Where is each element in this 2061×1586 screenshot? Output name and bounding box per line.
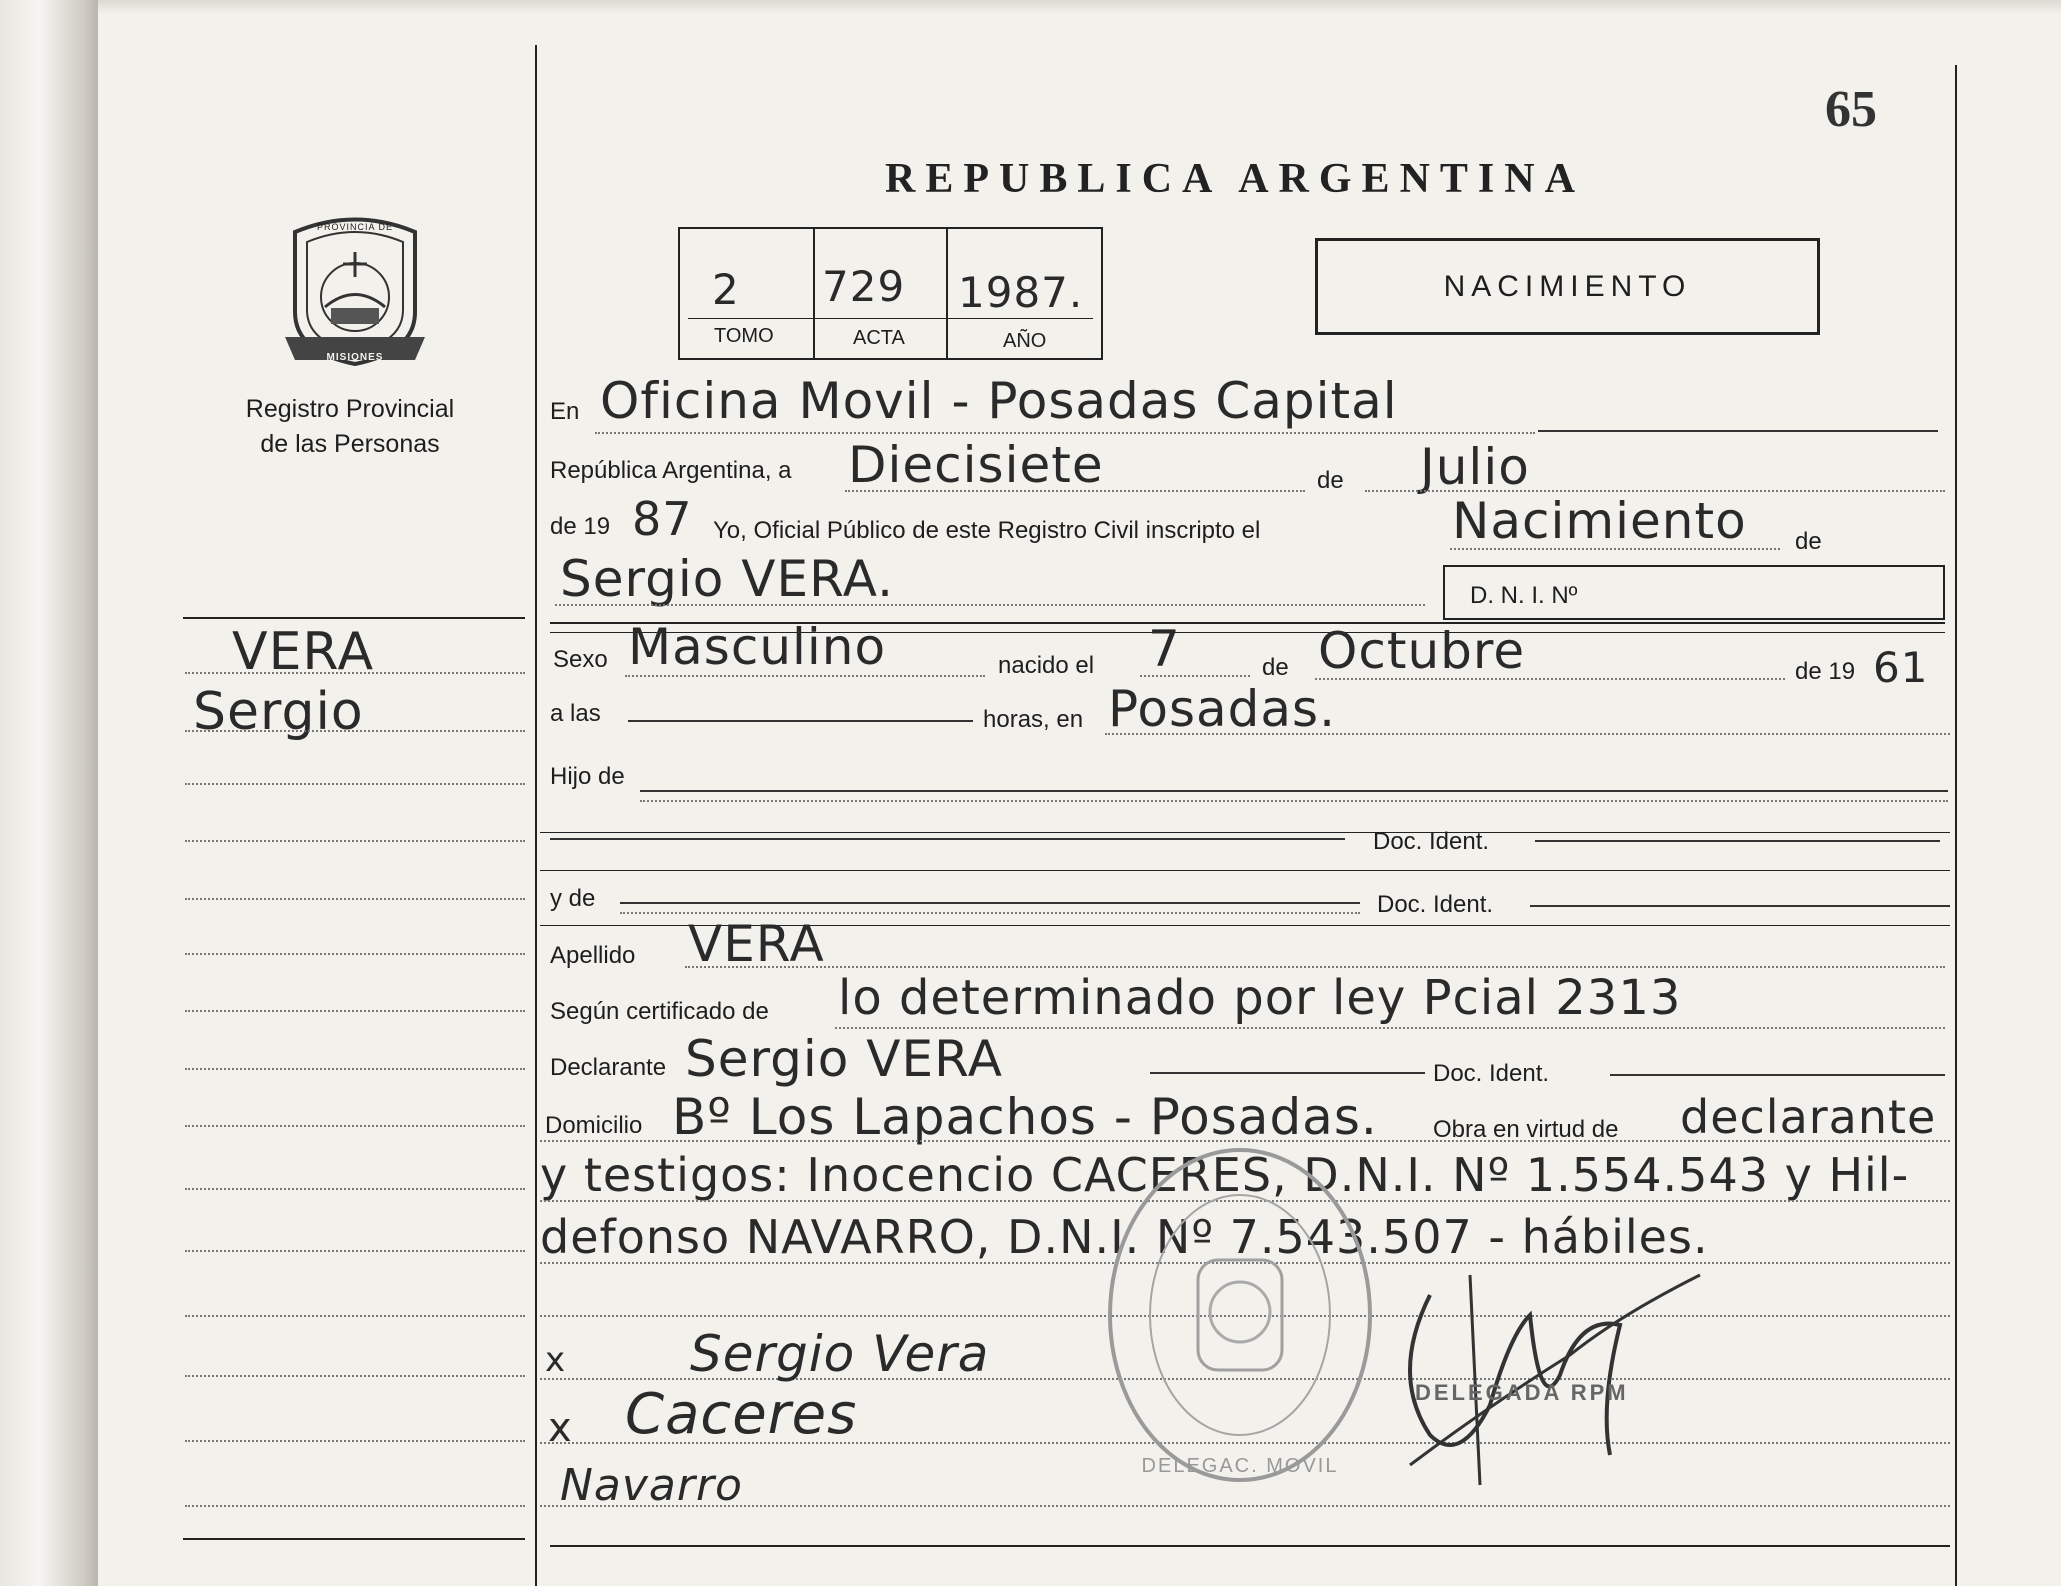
margin-dotline [185, 1250, 525, 1252]
hijo-line [640, 790, 1948, 792]
margin-given-name: Sergio [193, 682, 364, 742]
segun-label: Según certificado de [550, 998, 769, 1025]
domicilio-value: Bº Los Lapachos - Posadas. [672, 1088, 1378, 1146]
tomo-value: 2 [712, 265, 740, 314]
y-de-doc-line [1530, 905, 1950, 907]
registry-name-line2: de las Personas [260, 430, 440, 458]
margin-dotline [185, 730, 525, 732]
obra-label: Obra en virtud de [1433, 1116, 1619, 1143]
testigos-line2: defonso NAVARRO, D.N.I. Nº 7.543.507 - hábiles. [540, 1210, 1709, 1264]
right-border [1955, 65, 1957, 1586]
anio-value: 1987. [958, 268, 1084, 317]
dni-label: D. N. I. Nº [1470, 582, 1578, 609]
en-value: Oficina Movil - Posadas Capital [600, 372, 1398, 430]
en-fill-line [1538, 430, 1938, 432]
y-de-label: y de [550, 885, 596, 912]
reference-underline [688, 318, 1093, 319]
apellido-dotline [685, 966, 1945, 968]
republica-label: República Argentina, a [550, 457, 792, 484]
birth-year-value: 61 [1873, 643, 1929, 692]
hijo-rule-2 [540, 870, 1950, 871]
anio-label: AÑO [1003, 330, 1047, 352]
record-dotline [1450, 548, 1780, 550]
record-value: Nacimiento [1452, 492, 1747, 550]
sexo-label: Sexo [553, 646, 608, 673]
body-dotline [540, 1505, 1950, 1507]
day-dotline [845, 490, 1305, 492]
body-rule-bottom [550, 1545, 1950, 1547]
y-de-doc-label: Doc. Ident. [1377, 891, 1494, 918]
acta-value: 729 [822, 262, 906, 311]
hijo-doc-line [1535, 840, 1940, 842]
birth-place-dotline [1105, 733, 1950, 735]
a-las-label: a las [550, 700, 601, 727]
registry-name-line1: Registro Provincial [245, 395, 455, 423]
signature-navarro: Navarro [560, 1460, 743, 1511]
birth-month-value: Octubre [1318, 622, 1526, 680]
segun-value: lo determinado por ley Pcial 2313 [838, 970, 1682, 1026]
official-stamp: DELEGADA RPM [1415, 1380, 1629, 1405]
left-column-divider [535, 45, 537, 1586]
tomo-label: TOMO [714, 325, 774, 347]
en-label: En [550, 398, 580, 425]
signature-mark-1: x [545, 1340, 567, 1380]
domicilio-label: Domicilio [545, 1112, 643, 1139]
apellido-value: VERA [688, 915, 825, 973]
sexo-value: Masculino [628, 618, 887, 676]
birth-year-prefix: de 19 [1795, 658, 1856, 685]
declarante-doc-label: Doc. Ident. [1433, 1060, 1550, 1087]
margin-dotline [185, 1125, 525, 1127]
republica-de-label: de [1317, 467, 1344, 494]
reference-divider-1 [813, 229, 815, 358]
declarante-doc-line [1610, 1074, 1945, 1076]
margin-dotline [185, 1315, 525, 1317]
book-binding [0, 0, 98, 1586]
hijo-doc-label: Doc. Ident. [1373, 828, 1490, 855]
person-name-value: Sergio VERA. [560, 550, 895, 608]
acta-label: ACTA [853, 327, 905, 349]
hijo-dotline [640, 800, 1948, 802]
margin-dotline [185, 1188, 525, 1190]
margin-dotline [185, 898, 525, 900]
year-value: 87 [632, 492, 693, 546]
sexo-dotline [625, 675, 985, 677]
margin-dotline [185, 1505, 525, 1507]
page-number: 65 [1825, 81, 1877, 138]
registry-stamp-icon [1100, 1140, 1380, 1490]
margin-surname: VERA [232, 622, 375, 682]
signature-caceres: Caceres [625, 1382, 858, 1447]
margin-dotline [185, 783, 525, 785]
birth-place-value: Posadas. [1108, 680, 1336, 738]
margin-dotline [185, 1375, 525, 1377]
margin-dotline [185, 840, 525, 842]
birth-day-value: 7 [1148, 620, 1181, 678]
stamp-bottom-text: DELEGAC. MOVIL [1141, 1455, 1339, 1477]
signature-sergio-vera: Sergio Vera [690, 1325, 990, 1383]
record-type-label: NACIMIENTO [1443, 270, 1692, 303]
margin-rule-bottom [183, 1538, 525, 1540]
birth-month-dotline [1315, 678, 1785, 680]
segun-dotline [835, 1027, 1945, 1029]
birth-de-label: de [1262, 654, 1289, 681]
margin-dotline [185, 1440, 525, 1442]
month-value: Julio [1420, 438, 1530, 496]
margin-rule-top [183, 617, 525, 619]
reference-divider-2 [946, 229, 948, 358]
seal-text-top: PROVINCIA DE [316, 222, 393, 232]
hijo-rule [540, 832, 1950, 833]
birth-day-dotline [1140, 675, 1250, 677]
obra-value: declarante [1680, 1090, 1937, 1144]
declarante-label: Declarante [550, 1054, 667, 1081]
page-top-shadow [98, 0, 2061, 14]
margin-dotline [185, 1010, 525, 1012]
country-title: REPUBLICA ARGENTINA [885, 156, 1585, 202]
signature-mark-2: x [548, 1405, 573, 1451]
person-name-dotline [555, 604, 1425, 606]
margin-dotline [185, 672, 525, 674]
year-prefix: de 19 [550, 513, 611, 540]
horas-label: horas, en [983, 706, 1084, 733]
en-dotline [595, 432, 1535, 434]
record-de-label: de [1795, 528, 1822, 555]
day-value: Diecisiete [848, 436, 1104, 494]
province-seal-icon [275, 212, 435, 372]
testigos-line1: y testigos: Inocencio CACERES, D.N.I. Nº 1.554.543 y Hil- [540, 1148, 1910, 1202]
nacido-label: nacido el [998, 652, 1095, 679]
margin-dotline [185, 953, 525, 955]
y-de-dotline [620, 912, 1360, 914]
hijo-label: Hijo de [550, 763, 625, 790]
margin-dotline [185, 1068, 525, 1070]
y-de-line [620, 902, 1360, 904]
seal-text-bottom: MISIONES [326, 352, 384, 363]
oficial-text: Yo, Oficial Público de este Registro Civil inscripto el [713, 517, 1261, 544]
declarante-value: Sergio VERA [685, 1030, 1004, 1088]
a-las-line [628, 720, 973, 722]
declarante-line [1150, 1072, 1425, 1074]
hijo-line-2 [550, 838, 1345, 840]
apellido-label: Apellido [550, 942, 636, 969]
